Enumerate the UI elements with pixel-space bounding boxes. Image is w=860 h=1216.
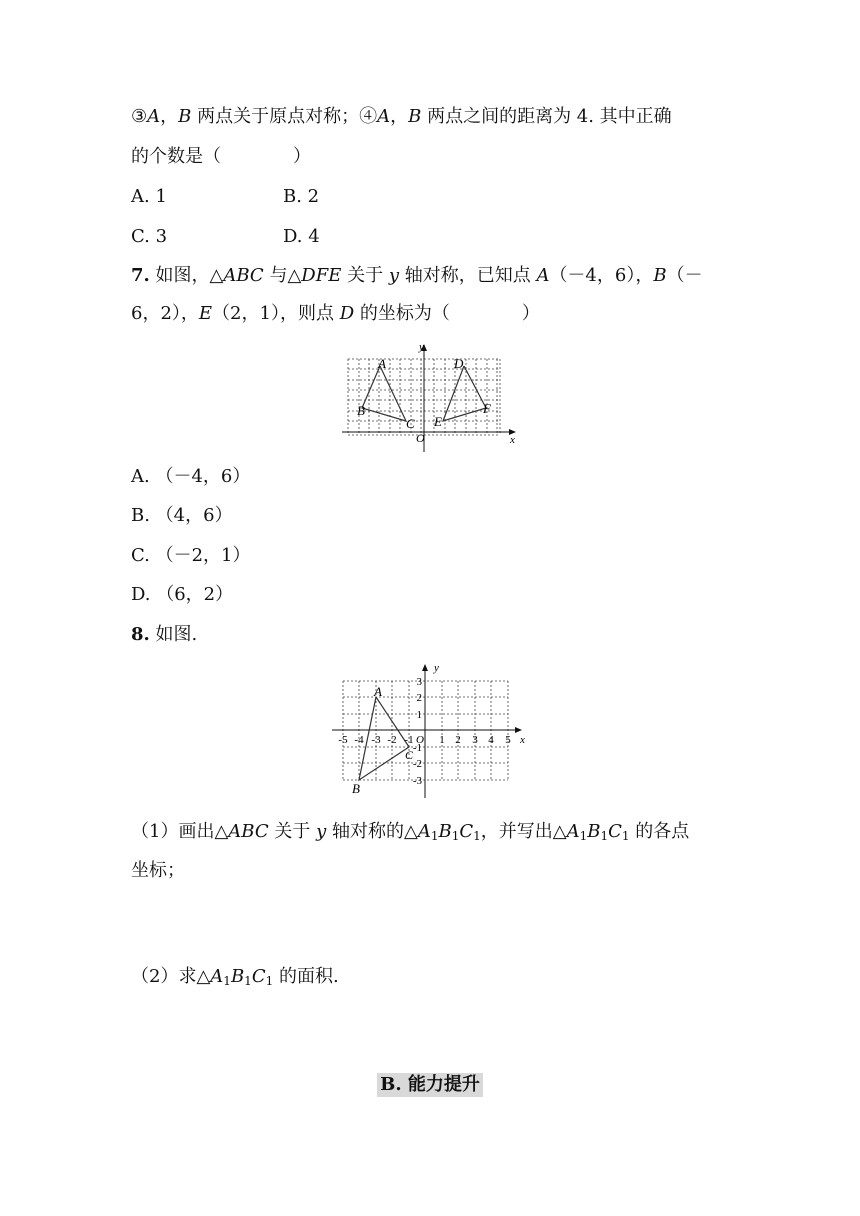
q8-figure (330, 660, 530, 800)
q8-text: 的面积. (273, 966, 339, 987)
q8-text: A (210, 966, 224, 987)
q8-part1-line2: 坐标； (131, 860, 185, 881)
q8-text: ，并写出△ (480, 821, 567, 842)
q7-label-f: F (483, 401, 491, 416)
q7-statement-line2 (131, 303, 540, 325)
q6-text: ③ (131, 106, 148, 127)
q8-ytick: -3 (412, 775, 422, 787)
q8-label-b: B (352, 781, 360, 796)
q8-ytick: 1 (416, 709, 422, 721)
q6-option-b[interactable]: B. 2 (283, 186, 320, 207)
q7-text: 如图，△ (149, 265, 224, 286)
q7-text: 轴对称，已知点 (398, 265, 537, 286)
q8-subscript: 1 (244, 974, 252, 988)
q7-option-d[interactable]: D. （6，2） (131, 584, 234, 605)
q8-y-arrow (422, 664, 428, 671)
q8-label-c: C (405, 748, 414, 762)
q7-text: A (536, 265, 550, 286)
q7-figure (340, 340, 520, 455)
q6-text: ， (390, 106, 409, 127)
q8-label-a: A (374, 684, 382, 699)
q8-subscript: 1 (223, 974, 231, 988)
q8-text: C (459, 821, 474, 842)
q7-text: D (339, 303, 355, 324)
q7-text: （－ (666, 265, 703, 286)
q6-text: B (408, 106, 422, 127)
q8-subscript: 1 (473, 829, 481, 843)
q7-label-c: C (406, 416, 415, 431)
q6-statement-line2: 的个数是（ ） (131, 146, 311, 167)
q8-text: （2）求△ (131, 966, 211, 987)
q8-triangle-abc (359, 697, 409, 780)
q6-option-c[interactable]: C. 3 (131, 226, 168, 247)
q6-text: ， (160, 106, 179, 127)
q8-text: ABC (228, 821, 269, 842)
q7-text: E (198, 303, 213, 324)
q8-text: 如图. (149, 624, 198, 645)
q8-xtick: 1 (439, 734, 445, 746)
q8-text: y (316, 821, 327, 842)
q8-xtick: 5 (505, 734, 511, 746)
q8-xtick: -3 (371, 734, 381, 746)
q7-label-b: B (357, 403, 365, 418)
q8-y-ticks (413, 676, 423, 787)
q7-statement-line1 (131, 265, 703, 287)
section-heading: B. 能力提升 (377, 1073, 483, 1097)
q8-text: （1）画出△ (131, 821, 229, 842)
q7-text: （－4，6）， (549, 265, 654, 286)
q6-text: A (147, 106, 161, 127)
q8-text: A (417, 821, 431, 842)
q7-label-o: O (416, 431, 425, 445)
q8-ytick: -2 (412, 758, 422, 770)
q7-label-y: y (419, 341, 424, 353)
q8-text: C (251, 966, 266, 987)
q7-text: y (388, 265, 399, 286)
q8-text: 关于 (268, 821, 317, 842)
q7-option-b[interactable]: B. （4，6） (131, 505, 233, 526)
q8-ytick: 2 (416, 692, 422, 704)
q7-option-a[interactable]: A. （－4，6） (131, 466, 251, 487)
q7-text: （2，1），则点 (212, 303, 340, 324)
q8-text: 的各点 (629, 821, 690, 842)
q8-xtick: -4 (354, 734, 364, 746)
q8-label-o: O (416, 734, 424, 746)
q7-text: 与△ (263, 265, 302, 286)
q8-ytick: -1 (412, 742, 422, 754)
q8-xtick: -2 (387, 734, 397, 746)
q7-text: DFE (301, 265, 342, 286)
q8-subscript: 1 (579, 829, 588, 843)
q8-subscript: 1 (451, 829, 460, 843)
q8-x-arrow (515, 727, 522, 733)
q7-label-e: E (434, 414, 442, 429)
q8-text: B (230, 966, 245, 987)
q8-text: A (566, 821, 580, 842)
q6-option-a[interactable]: A. 1 (131, 186, 167, 207)
q8-title (131, 624, 197, 646)
q6-text: B (178, 106, 192, 127)
q8-number: 8. (131, 624, 150, 645)
q8-xtick: -5 (338, 734, 348, 746)
q8-text: B (438, 821, 452, 842)
q8-label-x: x (520, 734, 525, 746)
q6-text: 两点之间的距离为 4. 其中正确 (421, 106, 672, 127)
q8-part2 (131, 966, 339, 992)
q8-xtick: 2 (455, 734, 461, 746)
q7-label-d: D (454, 356, 464, 371)
q7-option-c[interactable]: C. （－2，1） (131, 545, 251, 566)
q7-text: 6，2）， (131, 303, 199, 324)
q7-label-x: x (510, 434, 515, 446)
q8-text: 轴对称的△ (326, 821, 418, 842)
q7-text: 的坐标为（ ） (354, 303, 540, 324)
q8-subscript: 1 (621, 829, 630, 843)
q8-subscript: 1 (430, 829, 439, 843)
q6-option-d[interactable]: D. 4 (283, 226, 320, 247)
q7-number: 7. (131, 265, 150, 286)
q8-subscript: 1 (265, 974, 274, 988)
q6-text: A (377, 106, 391, 127)
q7-text: 关于 (341, 265, 389, 286)
q8-xtick: 3 (472, 734, 478, 746)
q7-label-a: A (378, 356, 386, 371)
q8-ytick: 3 (416, 676, 422, 688)
q8-subscript: 1 (600, 829, 609, 843)
q7-text: B (653, 265, 667, 286)
q6-statement-line1 (131, 106, 672, 128)
q7-text: ABC (223, 265, 264, 286)
q8-text: B (587, 821, 601, 842)
q7-triangle-dfe (443, 366, 486, 421)
q8-text: C (608, 821, 622, 842)
q6-text: 两点关于原点对称；④ (191, 106, 378, 127)
q8-part1-line1 (131, 821, 689, 847)
q8-label-y: y (434, 662, 439, 674)
q8-xtick: -1 (404, 734, 414, 746)
q8-xtick: 4 (488, 734, 494, 746)
